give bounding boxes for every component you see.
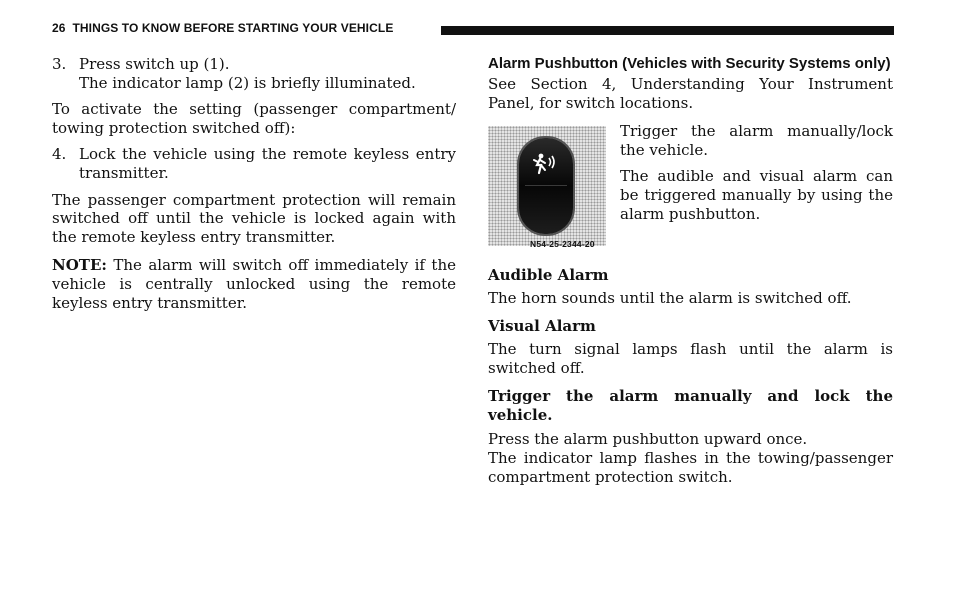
page-number: 26: [52, 21, 66, 35]
visual-alarm-text: The turn signal lamps flash until the alarm is switched off.: [488, 339, 893, 377]
figure-text: [620, 122, 893, 248]
step-number: 4.: [52, 145, 67, 164]
trigger-alarm-result: The indicator lamp flashes in the towing/passenger compartment protection switch.: [488, 448, 893, 486]
header-rule: [441, 26, 894, 35]
figure-caption: Trigger the alarm manually/lock the vehicle.: [620, 122, 893, 159]
note-text: The alarm will switch off immediately if the vehicle is centrally unlocked using the remote keyless entry transmitter.: [52, 256, 456, 312]
page-title: [52, 21, 393, 35]
step-3: [52, 55, 456, 92]
trigger-alarm-heading: Trigger the alarm manually and lock the vehicle.: [488, 387, 893, 424]
step-4: [52, 145, 456, 182]
step-text: Press switch up (1).: [79, 55, 230, 73]
figure-description: The audible and visual alarm can be triggered manually by using the alarm pushbutton.: [620, 167, 893, 223]
left-column: [52, 55, 456, 312]
right-column: [488, 55, 893, 486]
see-section-paragraph: See Section 4, Understanding Your Instrument Panel, for switch locations.: [488, 75, 893, 112]
visual-alarm-heading: Visual Alarm: [488, 317, 596, 336]
alarm-pushbutton-figure: [488, 126, 606, 250]
alarm-pushbutton: [519, 138, 573, 234]
button-divider: [525, 185, 567, 186]
activate-paragraph: To activate the setting (passenger compartment/ towing protection switched off):: [52, 100, 456, 137]
audible-alarm-text: The horn sounds until the alarm is switched off.: [488, 288, 852, 307]
note-label: NOTE:: [52, 256, 107, 275]
figure-code: N54-25-2344-20: [530, 239, 595, 250]
page-header: [52, 21, 894, 39]
step-subtext: The indicator lamp (2) is briefly illuminated.: [79, 73, 416, 92]
section-heading: Alarm Pushbutton (Vehicles with Security Systems only): [488, 55, 891, 72]
remain-paragraph: The passenger compartment protection will remain switched off until the vehicle is locked again with the remote keyless entry transmitter.: [52, 190, 456, 246]
step-text: Lock the vehicle using the remote keyless entry transmitter.: [79, 145, 456, 182]
alarm-pushbutton-icon: [533, 152, 561, 176]
section-title: THINGS TO KNOW BEFORE STARTING YOUR VEHICLE: [72, 21, 394, 35]
audible-alarm-heading: Audible Alarm: [488, 266, 609, 285]
figure-row: [488, 122, 893, 248]
trigger-alarm-step: Press the alarm pushbutton upward once.: [488, 430, 808, 449]
step-number: 3.: [52, 55, 67, 73]
note-paragraph: [52, 256, 456, 312]
